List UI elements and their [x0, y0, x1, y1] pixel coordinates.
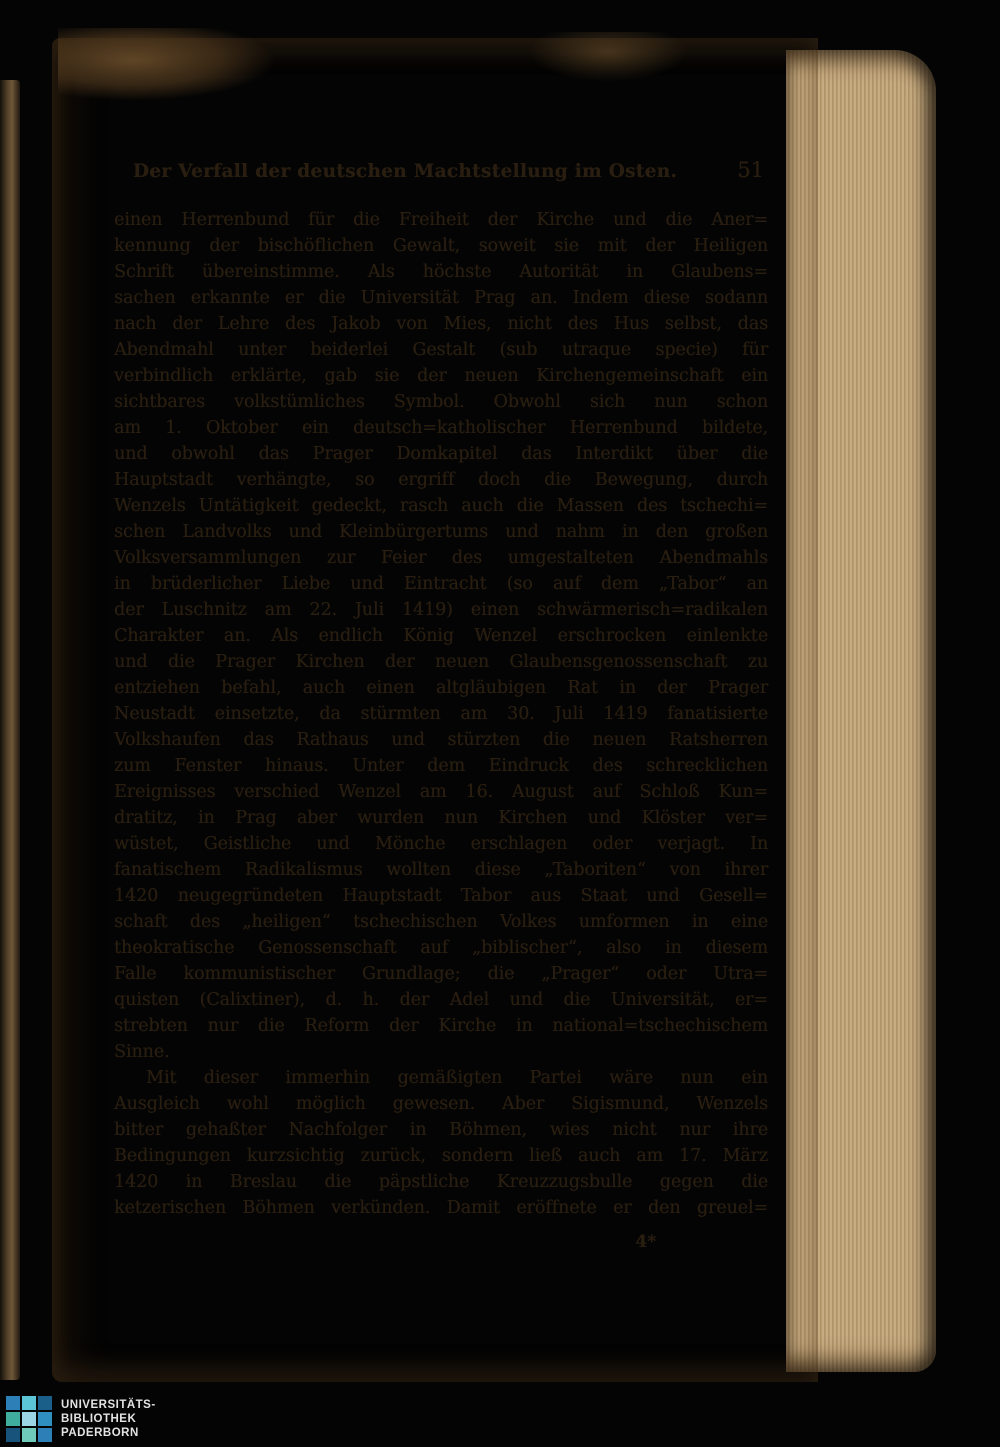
logo-square	[6, 1412, 20, 1426]
text-line: einen Herrenbund für die Freiheit der Kirche und die Aner=	[114, 210, 768, 230]
logo-square	[38, 1428, 52, 1442]
text-line: quisten (Calixtiner), d. h. der Adel und die Universität, er=	[114, 990, 768, 1010]
chapter-title: Der Verfall der deutschen Machtstellung im Osten.	[132, 161, 678, 182]
text-line: sichtbares volkstümliches Symbol. Obwohl sich nun schon	[114, 392, 768, 412]
text-line: dratitz, in Prag aber wurden nun Kirchen und Klöster ver=	[114, 808, 768, 828]
logo-square	[6, 1428, 20, 1442]
text-line: 1420 in Breslau die päpstliche Kreuzzugsbulle gegen die	[114, 1172, 768, 1192]
paragraph-2	[114, 1065, 768, 1221]
logo-square	[6, 1396, 20, 1410]
sheet-signature-mark: 4*	[635, 1232, 656, 1252]
text-line: Volksversammlungen zur Feier des umgestalteten Abendmahls	[114, 548, 768, 568]
book-page	[52, 38, 818, 1382]
text-line: Bedingungen kurzsichtig zurück, sondern ließ auch am 17. März	[114, 1146, 768, 1166]
text-line: Abendmahl unter beiderlei Gestalt (sub utraque specie) für	[114, 340, 768, 360]
text-line: Ausgleich wohl möglich gewesen. Aber Sigismund, Wenzels	[114, 1094, 768, 1114]
text-line: und obwohl das Prager Domkapitel das Interdikt über die	[114, 444, 768, 464]
text-line: bitter gehaßter Nachfolger in Böhmen, wies nicht nur ihre	[114, 1120, 768, 1140]
library-watermark	[6, 1396, 156, 1442]
text-line: Sinne.	[114, 1042, 170, 1062]
library-name-line-2: BIBLIOTHEK	[61, 1413, 137, 1425]
library-name	[61, 1398, 156, 1440]
ub-paderborn-logo	[6, 1396, 52, 1442]
logo-square	[38, 1412, 52, 1426]
text-line: Ereignisses verschied Wenzel am 16. August auf Schloß Kun=	[114, 782, 768, 802]
text-line: theokratische Genossenschaft auf „biblischer“, also in diesem	[114, 938, 768, 958]
text-line: wüstet, Geistliche und Mönche erschlagen oder verjagt. In	[114, 834, 768, 854]
logo-square	[22, 1412, 36, 1426]
text-line: Neustadt einsetzte, da stürmten am 30. Juli 1419 fanatisierte	[114, 704, 768, 724]
text-line: 1420 neugegründeten Hauptstadt Tabor aus Staat und Gesell=	[114, 886, 768, 906]
text-line: Charakter an. Als endlich König Wenzel erschrocken einlenkte	[114, 626, 768, 646]
text-line: Hauptstadt verhängte, so ergriff doch die Bewegung, durch	[114, 470, 768, 490]
text-line: Mit dieser immerhin gemäßigten Partei wäre nun ein	[146, 1068, 768, 1088]
paragraph-1	[114, 207, 768, 1065]
text-line: fanatischem Radikalismus wollten diese „Taboriten“ von ihrer	[114, 860, 768, 880]
page-number: 51	[737, 158, 764, 182]
logo-square	[38, 1396, 52, 1410]
text-line: Schrift übereinstimme. Als höchste Autorität in Glaubens=	[114, 262, 768, 282]
library-name-line-1: UNIVERSITÄTS-	[61, 1399, 156, 1411]
running-header	[114, 158, 768, 182]
text-line: der Luschnitz am 22. Juli 1419) einen schwärmerisch=radikalen	[114, 600, 768, 620]
text-line: zum Fenster hinaus. Unter dem Eindruck des schrecklichen	[114, 756, 768, 776]
scanned-book	[52, 38, 936, 1382]
torn-paper-edge-right	[528, 32, 688, 82]
text-line: in brüderlicher Liebe und Eintracht (so auf dem „Tabor“ an	[114, 574, 768, 594]
text-line: kennung der bischöflichen Gewalt, soweit sie mit der Heiligen	[114, 236, 768, 256]
logo-square	[22, 1396, 36, 1410]
library-name-line-3: PADERBORN	[61, 1427, 139, 1439]
torn-paper-edge	[58, 28, 273, 100]
text-line: Falle kommunistischer Grundlage; die „Prager“ oder Utra=	[114, 964, 768, 984]
text-line: strebten nur die Reform der Kirche in national=tschechischem	[114, 1016, 768, 1036]
text-line: nach der Lehre des Jakob von Mies, nicht des Hus selbst, das	[114, 314, 768, 334]
page-text-block	[114, 158, 768, 1252]
text-line: Wenzels Untätigkeit gedeckt, rasch auch die Massen des tschechi=	[114, 496, 768, 516]
text-line: schen Landvolks und Kleinbürgertums und nahm in den großen	[114, 522, 768, 542]
logo-square	[22, 1428, 36, 1442]
text-line: verbindlich erklärte, gab sie der neuen Kirchengemeinschaft ein	[114, 366, 768, 386]
text-line: sachen erkannte er die Universität Prag an. Indem diese sodann	[114, 288, 768, 308]
text-line: entziehen befahl, auch einen altgläubigen Rat in der Prager	[114, 678, 768, 698]
text-line: am 1. Oktober ein deutsch=katholischer Herrenbund bildete,	[114, 418, 768, 438]
text-line: ketzerischen Böhmen verkünden. Damit eröffnete er den greuel=	[114, 1198, 768, 1218]
adjacent-page-edge	[0, 80, 20, 1380]
text-line: und die Prager Kirchen der neuen Glaubensgenossenschaft zu	[114, 652, 768, 672]
text-line: Volkshaufen das Rathaus und stürzten die neuen Ratsherren	[114, 730, 768, 750]
text-line: schaft des „heiligen“ tschechischen Volkes umformen in eine	[114, 912, 768, 932]
